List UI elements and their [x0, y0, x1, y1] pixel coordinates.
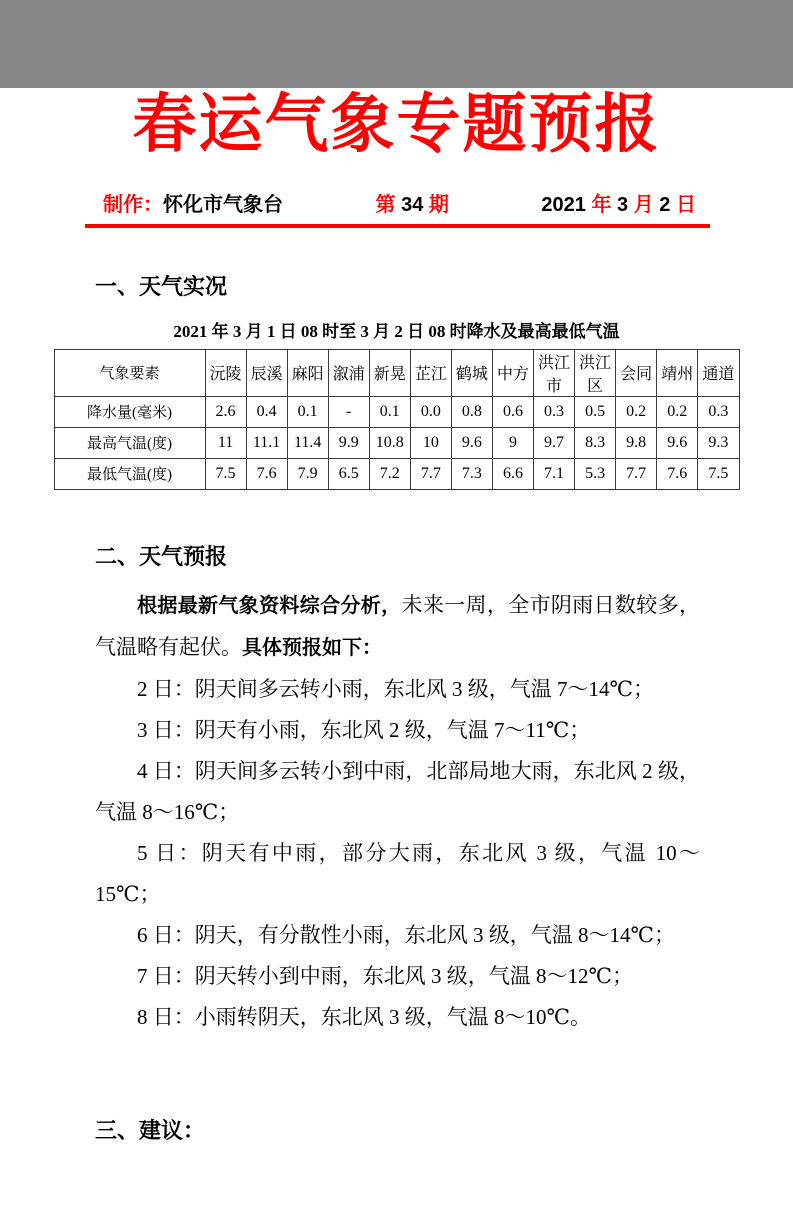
date-year: 2021: [541, 193, 592, 216]
issue-date-line: [541, 188, 696, 217]
table-cell: 7.2: [369, 458, 410, 489]
table-cell: 10: [410, 427, 451, 458]
table-cell: 9.7: [534, 427, 575, 458]
table-cell: 11.1: [246, 427, 287, 458]
forecast-line: 4 日：阴天间多云转小到中雨，北部局地大雨，东北风 2 级，气温 8～16℃；: [95, 758, 700, 824]
table-cell: 9: [492, 427, 533, 458]
table-station-header: 芷江: [410, 349, 451, 396]
table-row: [54, 427, 739, 458]
table-cell: 7.7: [616, 458, 657, 489]
issue-prefix: 第: [375, 193, 396, 216]
table-cell: 7.5: [205, 458, 246, 489]
weather-table-body: [54, 396, 739, 489]
table-station-header: 洪江市: [534, 349, 575, 396]
table-station-header: 新晃: [369, 349, 410, 396]
table-cell: 2.6: [205, 396, 246, 427]
table-cell: 7.5: [698, 458, 739, 489]
table-corner-header: 气象要素: [54, 349, 205, 396]
section1-heading: 一、天气实况: [95, 273, 228, 299]
table-cell: 6.5: [328, 458, 369, 489]
table-cell: 0.2: [657, 396, 698, 427]
forecast-line: 8 日：小雨转阴天，东北风 3 级，气温 8～10℃。: [137, 1004, 591, 1029]
document-title: 春运气象专题预报: [132, 87, 661, 162]
table-cell: 5.3: [575, 458, 616, 489]
intro-bold-lead: 根据最新气象资料综合分析，: [137, 594, 402, 617]
table-cell: 7.7: [410, 458, 451, 489]
table-cell: 9.6: [451, 427, 492, 458]
document-page: [0, 88, 793, 1210]
forecast-line: 6 日：阴天，有分散性小雨，东北风 3 级，气温 8～14℃；: [137, 922, 675, 947]
weather-table-header-row: [54, 349, 739, 396]
date-day: 2: [653, 193, 676, 216]
table-row: [54, 396, 739, 427]
table-cell: 0.3: [698, 396, 739, 427]
intro-bold-tail: 具体预报如下：: [242, 636, 382, 659]
table-cell: 11.4: [287, 427, 328, 458]
forecast-list: [0, 669, 793, 1038]
table-station-header: 沅陵: [205, 349, 246, 396]
table-station-header: 溆浦: [328, 349, 369, 396]
section2-heading: 二、天气预报: [95, 543, 228, 569]
table-station-header: 洪江区: [575, 349, 616, 396]
maker-line: [103, 188, 283, 217]
table-cell: 7.6: [657, 458, 698, 489]
section3-heading: 三、建议：: [95, 1117, 206, 1143]
weather-table: [54, 349, 740, 490]
table-station-header: 会同: [616, 349, 657, 396]
forecast-line: 7 日：阴天转小到中雨，东北风 3 级，气温 8～12℃；: [137, 963, 633, 988]
table-cell: 7.9: [287, 458, 328, 489]
table-cell: 0.2: [616, 396, 657, 427]
table-cell: 0.4: [246, 396, 287, 427]
date-month-cn: 月: [633, 193, 654, 216]
issue-suffix: 期: [428, 193, 449, 216]
table-cell: 8.3: [575, 427, 616, 458]
date-month: 3: [611, 193, 634, 216]
date-year-cn: 年: [591, 193, 612, 216]
row-label: 最高气温(度): [54, 427, 205, 458]
table-cell: 0.1: [287, 396, 328, 427]
table-station-header: 靖州: [657, 349, 698, 396]
table-cell: 7.1: [534, 458, 575, 489]
table-cell: 0.6: [492, 396, 533, 427]
table-station-header: 鹤城: [451, 349, 492, 396]
masthead: [85, 188, 710, 217]
table-cell: 0.5: [575, 396, 616, 427]
table-station-header: 中方: [492, 349, 533, 396]
forecast-intro: [95, 585, 700, 669]
table-cell: 0.0: [410, 396, 451, 427]
table-station-header: 麻阳: [287, 349, 328, 396]
table-cell: 7.3: [451, 458, 492, 489]
maker-label: 制作：: [103, 193, 163, 216]
table-cell: -: [328, 396, 369, 427]
table-cell: 0.8: [451, 396, 492, 427]
table-cell: 11: [205, 427, 246, 458]
maker-value: 怀化市气象台: [163, 193, 283, 216]
table-cell: 6.6: [492, 458, 533, 489]
forecast-line: 2 日：阴天间多云转小雨，东北风 3 级，气温 7～14℃；: [137, 676, 654, 701]
table-cell: 9.8: [616, 427, 657, 458]
intro-regular: 未来一周，全市阴雨日数较多，气温略有起伏。: [95, 592, 700, 659]
table-cell: 10.8: [369, 427, 410, 458]
table-caption: 2021 年 3 月 1 日 08 时至 3 月 2 日 08 时降水及最高最低气温: [173, 321, 620, 341]
table-cell: 7.6: [246, 458, 287, 489]
issue-number: 34: [395, 193, 429, 216]
table-cell: 9.6: [657, 427, 698, 458]
issue-number-line: [376, 188, 449, 217]
forecast-line: 3 日：阴天有小雨，东北风 2 级，气温 7～11℃；: [137, 717, 591, 742]
forecast-line: 5 日：阴天有中雨，部分大雨，东北风 3 级，气温 10～15℃；: [95, 840, 700, 906]
red-divider: [85, 224, 710, 228]
row-label: 最低气温(度): [54, 458, 205, 489]
table-station-header: 辰溪: [246, 349, 287, 396]
table-row: [54, 458, 739, 489]
date-day-cn: 日: [675, 193, 696, 216]
row-label: 降水量(毫米): [54, 396, 205, 427]
table-cell: 9.3: [698, 427, 739, 458]
table-cell: 0.1: [369, 396, 410, 427]
table-cell: 0.3: [534, 396, 575, 427]
table-station-header: 通道: [698, 349, 739, 396]
table-cell: 9.9: [328, 427, 369, 458]
